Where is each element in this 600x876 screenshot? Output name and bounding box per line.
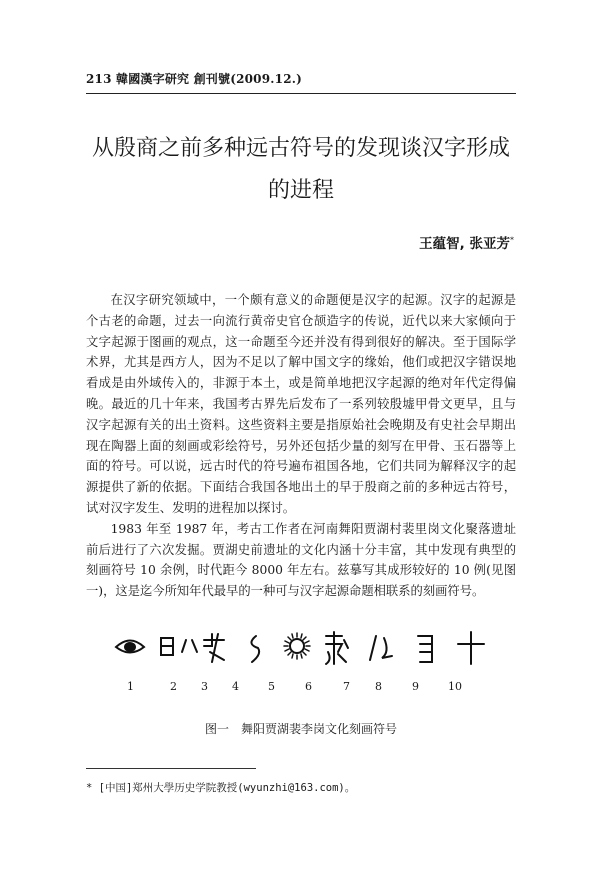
figure-number-row [0, 680, 600, 696]
symbol-10-cross-glyph [458, 632, 484, 664]
paragraph-1: 在汉字研究领域中，一个颇有意义的命题便是汉字的起源。汉字的起源是个古老的命题，过去一向流行黄帝史官仓颉造字的传说，近代以来大家倾向于文字起源于图画的观点，这一命题至今还并没有得到很好的解决。至于国际学术界，尤其是西方人，因为不足以了解中国文字的缘始，他们或把汉字错误地看成是由外域传入的，非源于本土，或是简单地把汉字起源的绝对年代定得偏晚。最近的几十年来，我国考古界先后发布了一系列较殷墟甲骨文更早，且与汉字起源有关的出土资料。这些资料主要是指原始社会晚期及有史社会早期出现在陶器上面的刻画或彩绘符号，另外还包括少量的刻写在甲骨、玉石器等上面的符号。可以说，远古时代的符号遍布祖国各地，它们共同为解释汉字的起源提供了新的依据。下面结合我国各地出土的早于殷商之前的多种远古符号，试对汉字发生、发明的进程加以探讨。 [86, 293, 516, 515]
symbol-1-eye-glyph [116, 641, 144, 653]
symbol-8-bent-person-glyph [370, 636, 392, 660]
header-divider [86, 93, 516, 94]
symbol-5-hook-glyph [251, 636, 259, 662]
symbol-number: 4 [232, 680, 239, 693]
incised-symbols-figure [100, 622, 500, 672]
article-title-line1: 从殷商之前多种远古符号的发现谈汉字形成 [91, 136, 510, 161]
symbol-7-complex-glyph [326, 632, 348, 664]
figure-caption: 图一 舞阳贾湖裴李岗文化刻画符号 [204, 722, 397, 736]
symbol-number: 3 [201, 680, 208, 693]
running-head: 213 韓國漢字研究 創刊號(2009.12.) [86, 72, 303, 86]
symbol-3-eight-glyph [182, 640, 197, 652]
symbol-2-box-glyph [161, 638, 173, 655]
author-names: 王蕴智, 张亚芳 [419, 236, 510, 252]
symbol-number: 5 [268, 680, 275, 693]
author-footnote-mark: * [510, 235, 514, 245]
paragraph-2: 1983 年至 1987 年，考古工作者在河南舞阳贾湖村裴里岗文化聚落遗址前后进行了六次发掘。贾湖史前遗址的文化内涵十分丰富，其中发现有典型的刻画符号 10 余例，时代距今 8000 年左右。兹摹写其成形较好的 10 例(见图一)，这是迄今所知年代最早的一种可与汉字起源命题相联系的刻画符号。 [86, 521, 516, 599]
symbol-9-eye-frame-glyph [418, 636, 432, 662]
symbol-number: 7 [343, 680, 350, 693]
article-body [86, 290, 516, 602]
author-line [419, 232, 514, 252]
symbol-number: 9 [412, 680, 419, 693]
symbol-6-radiant-sun-glyph [284, 633, 310, 659]
symbol-4-figure-glyph [204, 634, 224, 662]
symbol-number: 2 [170, 680, 177, 693]
footnote-divider [86, 768, 256, 769]
author-footnote: * [中国]郑州大學历史学院教授(wyunzhi@163.com)。 [86, 782, 356, 794]
symbol-number: 1 [127, 680, 134, 693]
symbol-number: 8 [375, 680, 382, 693]
symbol-number: 6 [305, 680, 312, 693]
article-title-line2: 的进程 [267, 178, 334, 203]
symbol-number: 10 [448, 680, 462, 693]
